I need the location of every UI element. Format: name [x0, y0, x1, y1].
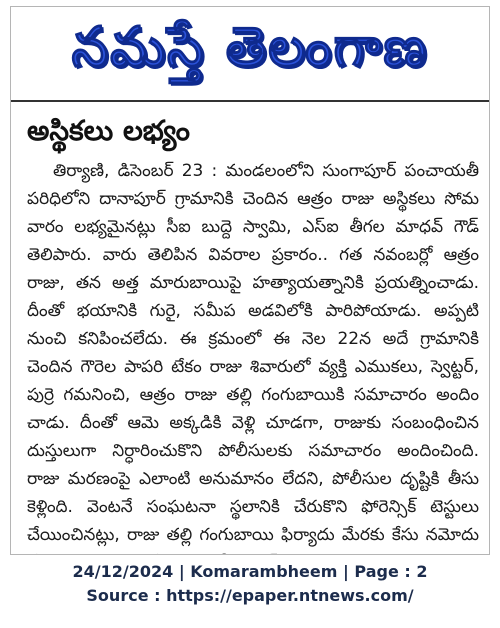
- article-line: పుర్రె గమనించి, ఆత్రం రాజు తల్లి గంగుబాయికి సమాచారం అందిం: [27, 385, 479, 405]
- article-line: పరిధిలోని దానాపూర్ గ్రామానికి చెందిన ఆత్రం రాజు అస్థికలు సోమ: [27, 189, 479, 209]
- article-line: రాజు మరణంపై ఎలాంటి అనుమానం లేదని, పోలీసుల దృష్టికి తీసు: [27, 469, 479, 489]
- footer: [0, 560, 500, 608]
- footer-source: Source : https://epaper.ntnews.com/: [86, 586, 414, 605]
- article-line: దీంతో భయానికి గురై, సమీప అడవిలోకి పారిపోయాడు. అప్పటి: [27, 301, 479, 321]
- article-body: [27, 157, 479, 555]
- article-line: తెలిపారు. వారు తెలిపిన వివరాల ప్రకారం.. గత నవంబర్లో ఆత్రం: [27, 245, 479, 265]
- article-line: కెళ్లింది. వెంటనే సంఘటనా స్థలానికి చేరుకొని ఫోరెన్సిక్ టెస్టులు: [27, 497, 479, 517]
- masthead: [11, 11, 489, 97]
- newspaper-clipping: [10, 6, 490, 555]
- article-line: దుస్తులుగా నిర్ధారించుకొని పోలీసులకు సమాచారం అందించింది.: [27, 441, 479, 461]
- masthead-title: నమస్తే తెలంగాణ: [71, 15, 429, 79]
- article-line: నుంచి కనిపించలేదు. ఈ క్రమంలో ఈ నెల 22న అదే గ్రామానికి: [27, 329, 479, 349]
- article-line: రాజు, తన అత్త మారుబాయిపై హత్యాయత్నానికి ప్రయత్నించాడు.: [27, 273, 479, 293]
- article-headline: అస్థికలు లభ్యం: [27, 114, 190, 147]
- article-line: చెందిన గౌరెల పాపరి టేకం రాజు శివారులో వ్యక్తి ఎముకలు, స్వెట్టర్,: [27, 357, 479, 377]
- article-line: చేయించినట్లు, రాజు తల్లి గంగుబాయి ఫిర్యాదు మేరకు కేసు నమోదు: [27, 525, 479, 545]
- footer-meta: 24/12/2024 | Komarambheem | Page : 2: [72, 562, 428, 581]
- masthead-divider: [11, 100, 489, 102]
- article-line: చాడు. దీంతో ఆమె అక్కడికి వెళ్లి చూడగా, రాజుకు సంబంధించిన: [27, 413, 479, 433]
- article-line-cut: [27, 549, 479, 555]
- article-line: తిర్యాణి, డిసెంబర్ 23 : మండలంలోని సుంగాపూర్ పంచాయతీ: [53, 161, 479, 181]
- article-line: వారం లభ్యమైనట్లు సీఐ బుద్దె స్వామి, ఎస్ఐ తీగల మాధవ్ గౌడ్: [27, 217, 479, 237]
